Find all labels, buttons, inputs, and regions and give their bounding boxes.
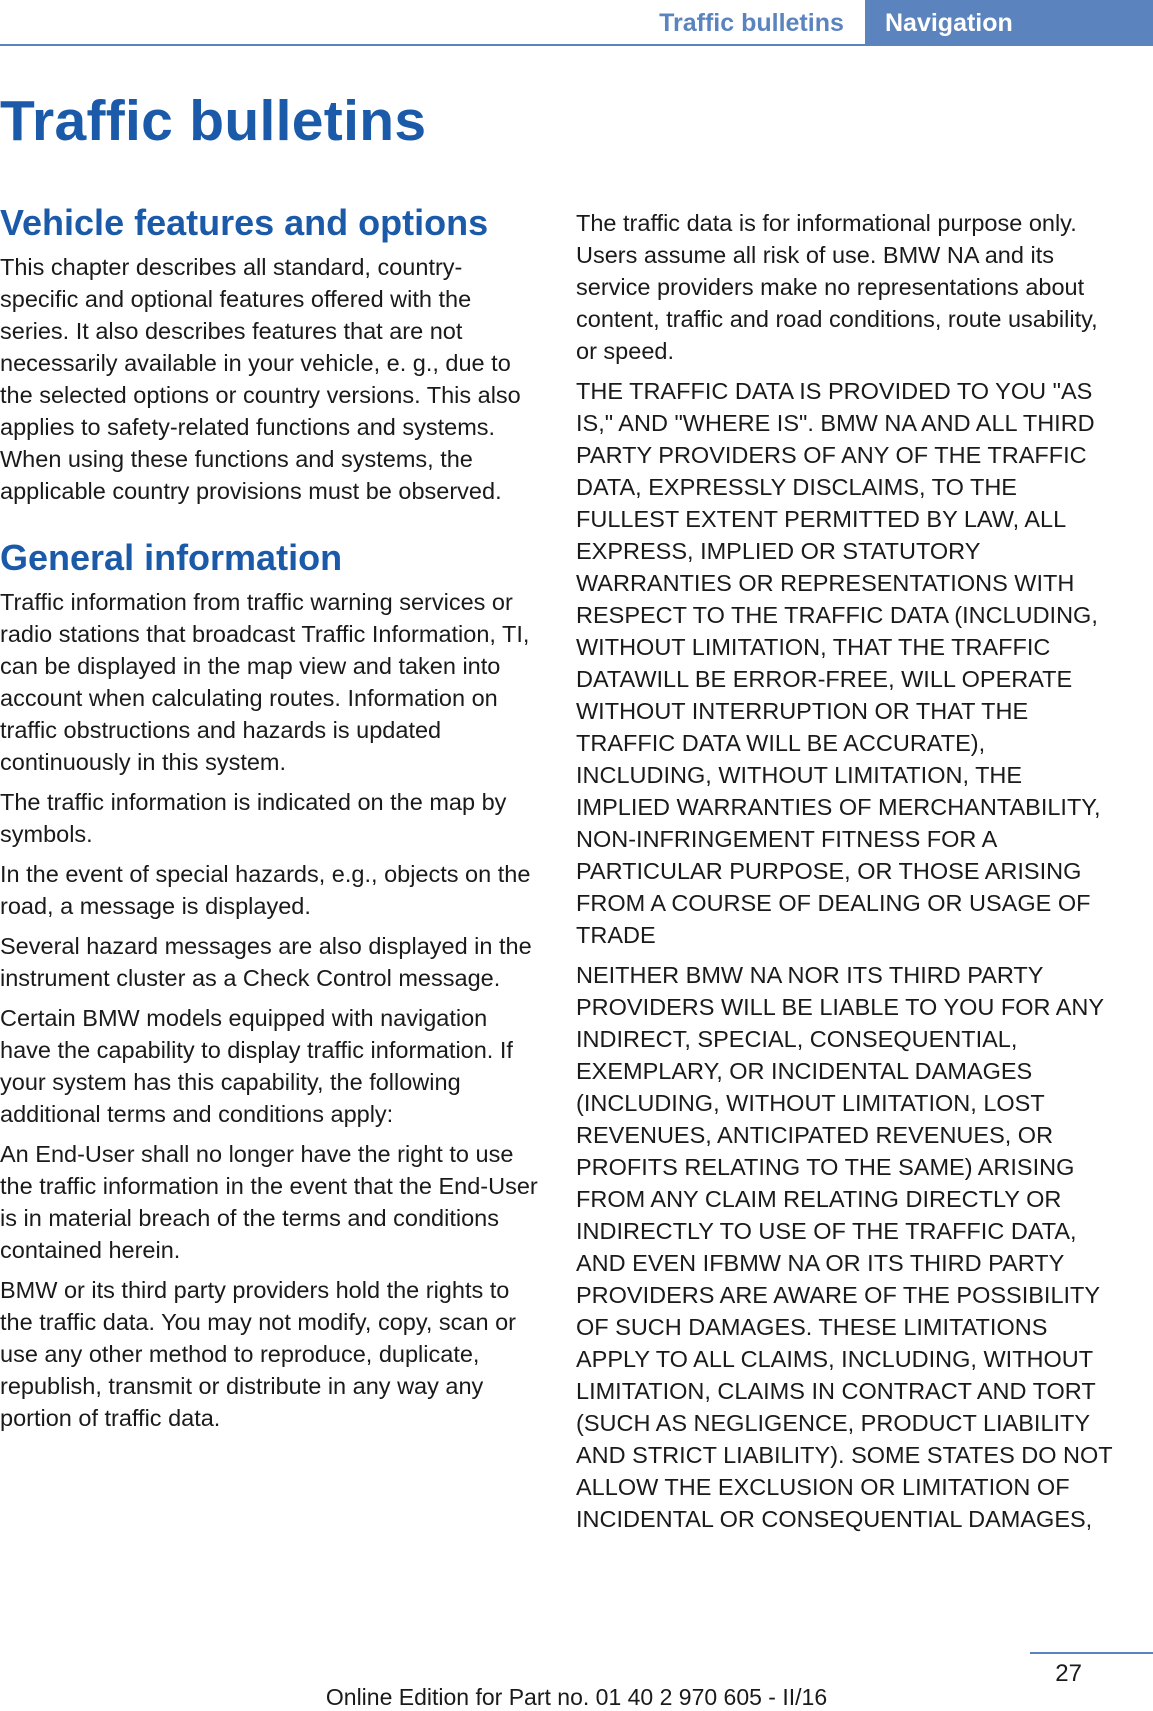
heading-vehicle-features: Vehicle features and options — [0, 202, 489, 243]
heading-general-information: General information — [0, 537, 343, 578]
paragraph: An End-User shall no longer have the right to use the traffic information in the event that the End-User is in material breach of the terms and conditions contained herein. — [0, 1141, 538, 1263]
left-column — [0, 200, 538, 1442]
paragraph: The traffic information is indicated on the map by symbols. — [0, 789, 507, 847]
header-section-tab: Traffic bulletins — [659, 8, 844, 37]
paragraph: Several hazard messages are also displayed in the instrument cluster as a Check Control message. — [0, 933, 532, 991]
paragraph: In the event of special hazards, e.g., objects on the road, a message is displayed. — [0, 861, 531, 919]
paragraph: Certain BMW models equipped with navigation have the capability to display traffic information. If your system has this capability, the following additional terms and conditions apply: — [0, 1005, 513, 1127]
paragraph: The traffic data is for informational purpose only. Users assume all risk of use. BMW NA and its service providers make no representations about content, traffic and road conditions, route usability, or speed. — [576, 210, 1098, 364]
disclaimer-paragraph: THE TRAFFIC DATA IS PROVIDED TO YOU "AS IS," AND "WHERE IS". BMW NA AND ALL THIRD PARTY PROVIDERS OF ANY OF THE TRAFFIC DATA, EXPRESSLY DISCLAIMS, TO THE FULLEST EXTENT PERMITTED BY LAW, ALL EXPRESS, IMPLIED OR STATUTORY WARRANTIES OR REPRESENTATIONS WITH RESPECT TO THE TRAFFIC DATA (INCLUDING, WITHOUT LIMITATION, THAT THE TRAFFIC DATAWILL BE ERROR-FREE, WILL OPERATE WITHOUT INTERRUPTION OR THAT THE TRAFFIC DATA WILL BE ACCURATE), INCLUDING, WITHOUT LIMITATION, THE IMPLIED WARRANTIES OF MERCHANTABILITY, NON-INFRINGEMENT FITNESS FOR A PARTICULAR PURPOSE, OR THOSE ARISING FROM A COURSE OF DEALING OR USAGE OF TRADE — [576, 378, 1101, 948]
paragraph: This chapter describes all standard, country-specific and optional features offered with the series. It also describes features that are not necessarily available in your vehicle, e. g., due to the selected options or country versions. This also applies to safety-related functions and systems. When using these functions and systems, the applicable country provisions must be observed. — [0, 254, 521, 504]
page-number: 27 — [1055, 1660, 1082, 1687]
paragraph: BMW or its third party providers hold the rights to the traffic data. You may not modify, copy, scan or use any other method to reproduce, duplicate, republish, transmit or distribute in any way any portion of traffic data. — [0, 1277, 516, 1431]
page-title: Traffic bulletins — [0, 89, 427, 153]
paragraph: Traffic information from traffic warning services or radio stations that broadcast Traffic Information, TI, can be displayed in the map view and taken into account when calculating routes. Information on traffic obstructions and hazards is updated continuously in this system. — [0, 589, 530, 775]
liability-paragraph: NEITHER BMW NA NOR ITS THIRD PARTY PROVIDERS WILL BE LIABLE TO YOU FOR ANY INDIRECT, SPECIAL, CONSEQUENTIAL, EXEMPLARY, OR INCIDENTAL DAMAGES (INCLUDING, WITHOUT LIMITATION, LOST REVENUES, ANTICIPATED REVENUES, OR PROFITS RELATING TO THE SAME) ARISING FROM ANY CLAIM RELATING DIRECTLY OR INDIRECTLY TO USE OF THE TRAFFIC DATA, AND EVEN IFBMW NA OR ITS THIRD PARTY PROVIDERS ARE AWARE OF THE POSSIBILITY OF SUCH DAMAGES. THESE LIMITATIONS APPLY TO ALL CLAIMS, INCLUDING, WITHOUT LIMITATION, CLAIMS IN CONTRACT AND TORT (SUCH AS NEGLIGENCE, PRODUCT LIABILITY AND STRICT LIABILITY). SOME STATES DO NOT ALLOW THE EXCLUSION OR LIMITATION OF INCIDENTAL OR CONSEQUENTIAL DAMAGES, — [576, 962, 1113, 1532]
header-chapter-tab: Navigation — [865, 0, 1153, 46]
edition-footer: Online Edition for Part no. 01 40 2 970 605 - II/16 — [325, 1684, 828, 1710]
footer-divider — [1030, 1652, 1153, 1654]
right-column — [576, 200, 1116, 1543]
